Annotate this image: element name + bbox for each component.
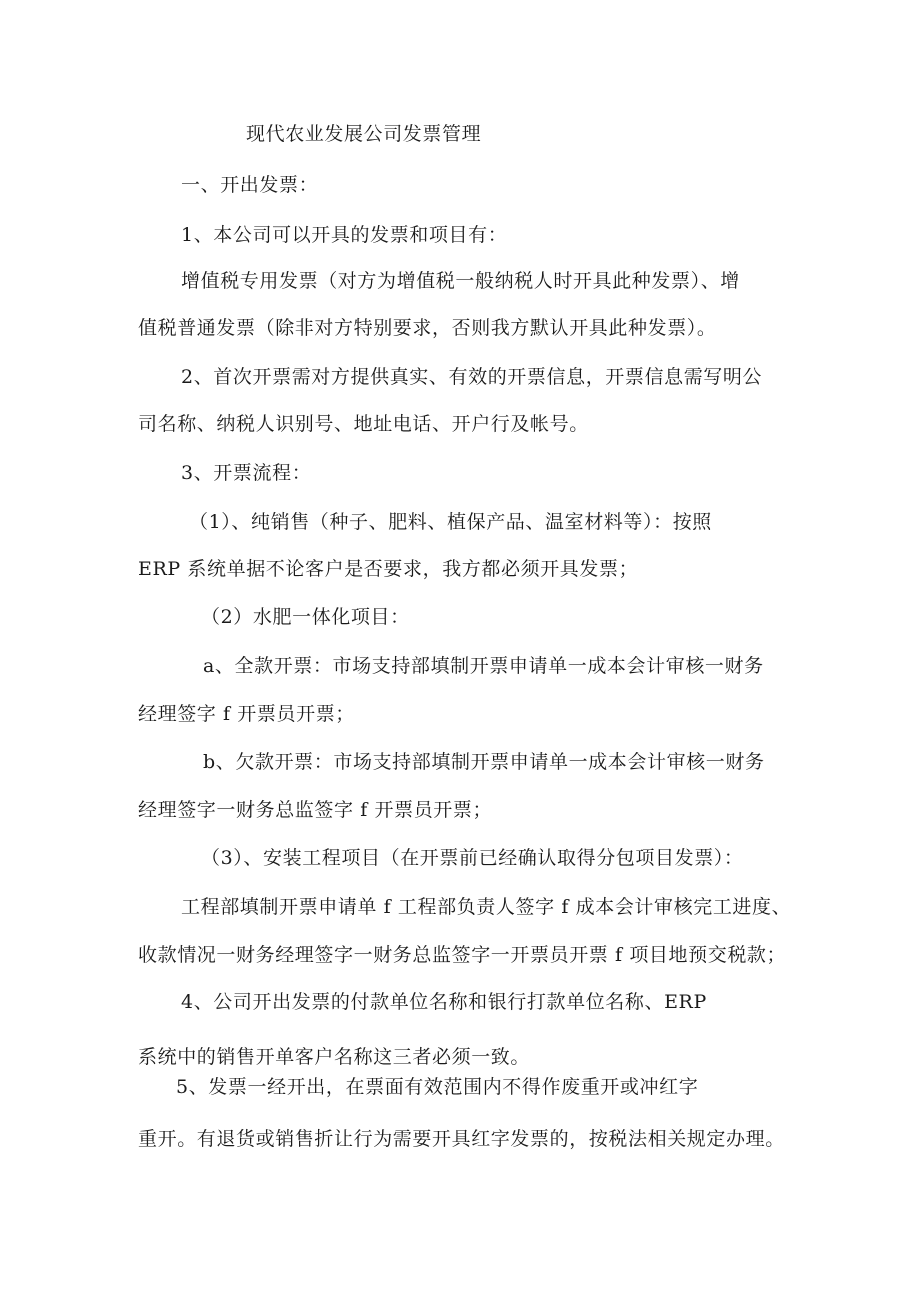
paragraph-line: 司名称、纳税人识别号、地址电话、开户行及帐号。	[138, 413, 589, 435]
paragraph-line: a、全款开票：市场支持部填制开票申请单一成本会计审核一财务	[203, 655, 764, 677]
paragraph-line: （3）、安装工程项目（在开票前已经确认取得分包项目发票）：	[201, 847, 744, 869]
paragraph-line: b、欠款开票：市场支持部填制开票申请单一成本会计审核一财务	[203, 751, 765, 773]
page-title: 现代农业发展公司发票管理	[246, 123, 482, 145]
paragraph-line: 系统中的销售开单客户名称这三者必须一致。	[138, 1046, 531, 1068]
paragraph-line: 1、本公司可以开具的发票和项目有：	[181, 224, 508, 246]
paragraph-line: 5、发票一经开出，在票面有效范围内不得作废重开或冲红字	[176, 1076, 699, 1098]
paragraph-line: ERP 系统单据不论客户是否要求，我方都必须开具发票；	[138, 558, 639, 580]
paragraph-line: 工程部填制开票申请单 f 工程部负责人签字 f 成本会计审核完工进度、	[181, 896, 792, 918]
paragraph-line: 经理签字 f 开票员开票；	[138, 703, 355, 725]
section-heading: 一、开出发票：	[181, 174, 319, 196]
paragraph-line: 2、首次开票需对方提供真实、有效的开票信息，开票信息需写明公	[181, 366, 763, 388]
paragraph-line: 重开。有退货或销售折让行为需要开具红字发票的，按税法相关规定办理。	[138, 1128, 785, 1150]
paragraph-line: 经理签字一财务总监签字 f 开票员开票；	[138, 799, 493, 821]
paragraph-line: 3、开票流程：	[181, 462, 312, 484]
paragraph-line: （1）、纯销售（种子、肥料、植保产品、温室材料等）：按照	[189, 511, 712, 533]
paragraph-line: 收款情况一财务经理签字一财务总监签字一开票员开票 f 项目地预交税款；	[138, 944, 787, 966]
paragraph-line: 值税普通发票（除非对方特别要求，否则我方默认开具此种发票）。	[138, 317, 717, 339]
paragraph-line: 4、公司开出发票的付款单位名称和银行打款单位名称、ERP	[181, 991, 707, 1013]
paragraph-line: （2）水肥一体化项目：	[201, 606, 410, 628]
paragraph-line: 增值税专用发票（对方为增值税一般纳税人时开具此种发票）、增	[181, 270, 740, 292]
